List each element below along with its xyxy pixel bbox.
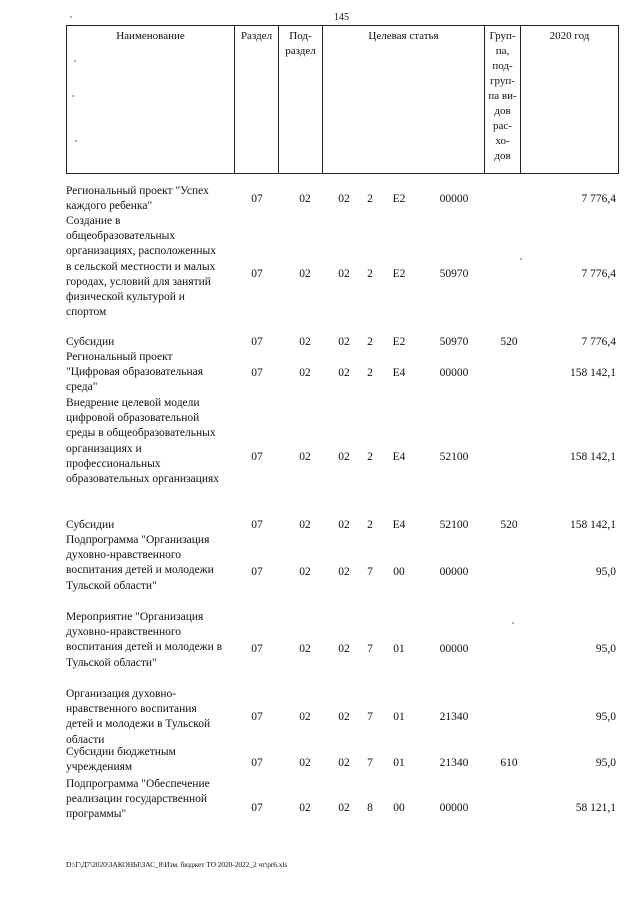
- row-name-line: Региональный проект "Успех: [66, 185, 209, 197]
- file-path-footer: D:\Г\Д7\2020\ЗАКОНЫ\ЗАС_8\Изм. бюджет ТО 2020-2022_2 чт\pr6.xls: [66, 860, 288, 869]
- row-target-direction: 00000: [439, 367, 469, 379]
- row-target-event: E2: [392, 268, 406, 280]
- row-razdel: 07: [251, 336, 263, 348]
- row-target-event: 01: [393, 643, 405, 655]
- row-podrazdel: 02: [299, 367, 311, 379]
- row-target-subprogram: 7: [367, 757, 373, 769]
- row-target-subprogram: 2: [367, 193, 373, 205]
- row-target-direction: 21340: [439, 757, 469, 769]
- row-name-line: воспитания детей и молодежи в: [66, 641, 223, 654]
- row-amount: 158 142,1: [570, 519, 616, 531]
- row-target-subprogram: 2: [367, 268, 373, 280]
- header-group-line: дов: [494, 105, 511, 117]
- row-target-event: 00: [393, 566, 405, 578]
- header-name: Наименование: [67, 26, 235, 174]
- row-target-event: E2: [392, 336, 406, 348]
- row-name: [66, 777, 234, 823]
- row-name-line: образовательных организациях: [66, 473, 220, 486]
- row-target-direction: 52100: [439, 519, 469, 531]
- row-target-program: 02: [338, 802, 350, 814]
- page-number: 145: [334, 12, 349, 23]
- row-name-line: среды в общеобразовательных: [66, 427, 216, 440]
- row-target-direction: 21340: [439, 711, 469, 723]
- row-target-program: 02: [338, 268, 350, 280]
- row-name-line: Субсидии бюджетным: [66, 746, 176, 758]
- row-target-program: 02: [338, 643, 350, 655]
- row-podrazdel: 02: [299, 566, 311, 578]
- row-target-program: 02: [338, 711, 350, 723]
- row-name: [66, 214, 234, 320]
- row-podrazdel: 02: [299, 802, 311, 814]
- header-razdel: Раздел: [235, 26, 279, 174]
- header-group-line: груп-: [490, 75, 515, 87]
- row-target-program: 02: [338, 566, 350, 578]
- row-name-line: "Цифровая образовательная: [66, 366, 204, 379]
- row-razdel: 07: [251, 367, 263, 379]
- row-target-direction: 00000: [439, 802, 469, 814]
- row-target-subprogram: 7: [367, 643, 373, 655]
- row-name-line: профессиональных: [66, 457, 161, 470]
- row-name-line: воспитания детей и молодежи: [66, 564, 214, 577]
- header-group-line: рас-: [493, 120, 512, 132]
- row-expense-group: 520: [500, 519, 518, 531]
- header-podrazdel-line: раздел: [285, 45, 316, 57]
- row-name-line: в сельской местности и малых: [66, 260, 216, 273]
- row-name-line: цифровой образовательной: [66, 412, 200, 425]
- row-target-subprogram: 7: [367, 711, 373, 723]
- row-name-line: Подпрограмма "Обеспечение: [66, 778, 210, 790]
- row-razdel: 07: [251, 451, 263, 463]
- row-podrazdel: 02: [299, 268, 311, 280]
- row-name: [66, 184, 234, 214]
- row-amount: 95,0: [595, 711, 616, 723]
- header-podrazdel: [279, 26, 323, 174]
- row-target-program: 02: [338, 451, 350, 463]
- row-razdel: 07: [251, 566, 263, 578]
- header-target: Целевая статья: [323, 26, 485, 174]
- row-amount: 95,0: [595, 757, 616, 769]
- row-name: [66, 396, 234, 487]
- row-name-line: общеобразовательных: [66, 230, 176, 243]
- row-name-line: Организация духовно-: [66, 688, 177, 700]
- row-podrazdel: 02: [299, 451, 311, 463]
- row-name-line: физической культурой и: [66, 291, 185, 304]
- row-name: [66, 687, 234, 748]
- row-target-event: E4: [392, 451, 406, 463]
- row-name: [66, 335, 234, 350]
- row-amount: 7 776,4: [581, 268, 616, 280]
- row-expense-group: 610: [500, 757, 518, 769]
- row-target-program: 02: [338, 367, 350, 379]
- row-razdel: 07: [251, 193, 263, 205]
- row-name-line: организациях и: [66, 442, 142, 455]
- row-target-event: 00: [393, 802, 405, 814]
- row-target-subprogram: 2: [367, 519, 373, 531]
- header-podrazdel-line: Под-: [289, 30, 312, 42]
- row-target-direction: 00000: [439, 643, 469, 655]
- row-target-event: 01: [393, 757, 405, 769]
- row-amount: 158 142,1: [570, 367, 616, 379]
- row-target-program: 02: [338, 336, 350, 348]
- row-target-program: 02: [338, 519, 350, 531]
- row-amount: 58 121,1: [575, 802, 616, 814]
- row-podrazdel: 02: [299, 193, 311, 205]
- row-podrazdel: 02: [299, 519, 311, 531]
- row-razdel: 07: [251, 643, 263, 655]
- row-name-line: области: [66, 733, 105, 746]
- row-podrazdel: 02: [299, 711, 311, 723]
- row-target-program: 02: [338, 757, 350, 769]
- row-target-event: E4: [392, 367, 406, 379]
- row-target-direction: 52100: [439, 451, 469, 463]
- row-razdel: 07: [251, 268, 263, 280]
- row-target-subprogram: 2: [367, 451, 373, 463]
- table-header: [66, 25, 619, 174]
- row-target-program: 02: [338, 193, 350, 205]
- header-group-line: под-: [492, 60, 513, 72]
- row-podrazdel: 02: [299, 643, 311, 655]
- row-name-line: Субсидии: [66, 519, 115, 531]
- header-group-line: дов: [494, 150, 511, 162]
- row-name: [66, 745, 234, 775]
- row-target-direction: 50970: [439, 268, 469, 280]
- row-target-direction: 00000: [439, 566, 469, 578]
- row-name: [66, 610, 234, 671]
- row-target-event: 01: [393, 711, 405, 723]
- row-name-line: учреждениям: [66, 761, 133, 774]
- row-name-line: духовно-нравственного: [66, 626, 182, 639]
- row-target-subprogram: 2: [367, 336, 373, 348]
- row-name-line: каждого ребенка": [66, 200, 153, 213]
- row-name-line: духовно-нравственного: [66, 549, 182, 562]
- row-razdel: 07: [251, 519, 263, 531]
- row-amount: 7 776,4: [581, 193, 616, 205]
- row-target-subprogram: 7: [367, 566, 373, 578]
- row-name-line: Внедрение целевой модели: [66, 397, 200, 409]
- row-amount: 158 142,1: [570, 451, 616, 463]
- row-name-line: Тульской области": [66, 656, 157, 669]
- row-name-line: Тульской области": [66, 579, 157, 592]
- header-group-line: па ви-: [488, 90, 517, 102]
- header-group: [485, 26, 521, 174]
- row-expense-group: 520: [500, 336, 518, 348]
- row-name: [66, 350, 234, 396]
- row-name-line: Мероприятие "Организация: [66, 611, 204, 623]
- row-razdel: 07: [251, 757, 263, 769]
- row-name-line: нравственного воспитания: [66, 703, 197, 716]
- header-group-line: па,: [495, 45, 510, 57]
- row-razdel: 07: [251, 711, 263, 723]
- row-razdel: 07: [251, 802, 263, 814]
- row-podrazdel: 02: [299, 336, 311, 348]
- row-name-line: организациях, расположенных: [66, 245, 216, 258]
- row-name-line: среда": [66, 381, 98, 394]
- row-target-event: E4: [392, 519, 406, 531]
- row-amount: 95,0: [595, 643, 616, 655]
- row-amount: 7 776,4: [581, 336, 616, 348]
- row-name-line: детей и молодежи в Тульской: [66, 718, 211, 731]
- row-name-line: реализации государственной: [66, 793, 208, 806]
- row-target-subprogram: 2: [367, 367, 373, 379]
- row-name: [66, 533, 234, 594]
- row-name: [66, 518, 234, 533]
- row-name-line: Подпрограмма "Организация: [66, 534, 210, 546]
- row-name-line: спортом: [66, 306, 107, 319]
- row-name-line: городах, условий для занятий: [66, 275, 211, 288]
- header-year: 2020 год: [521, 26, 619, 174]
- row-target-direction: 50970: [439, 336, 469, 348]
- row-target-subprogram: 8: [367, 802, 373, 814]
- row-name-line: Создание в: [66, 215, 121, 227]
- row-podrazdel: 02: [299, 757, 311, 769]
- row-amount: 95,0: [595, 566, 616, 578]
- header-group-line: Груп-: [489, 30, 516, 42]
- row-name-line: Субсидии: [66, 336, 115, 348]
- row-target-direction: 00000: [439, 193, 469, 205]
- row-name-line: программы": [66, 808, 127, 821]
- header-group-line: хо-: [495, 135, 510, 147]
- row-name-line: Региональный проект: [66, 351, 173, 363]
- row-target-event: E2: [392, 193, 406, 205]
